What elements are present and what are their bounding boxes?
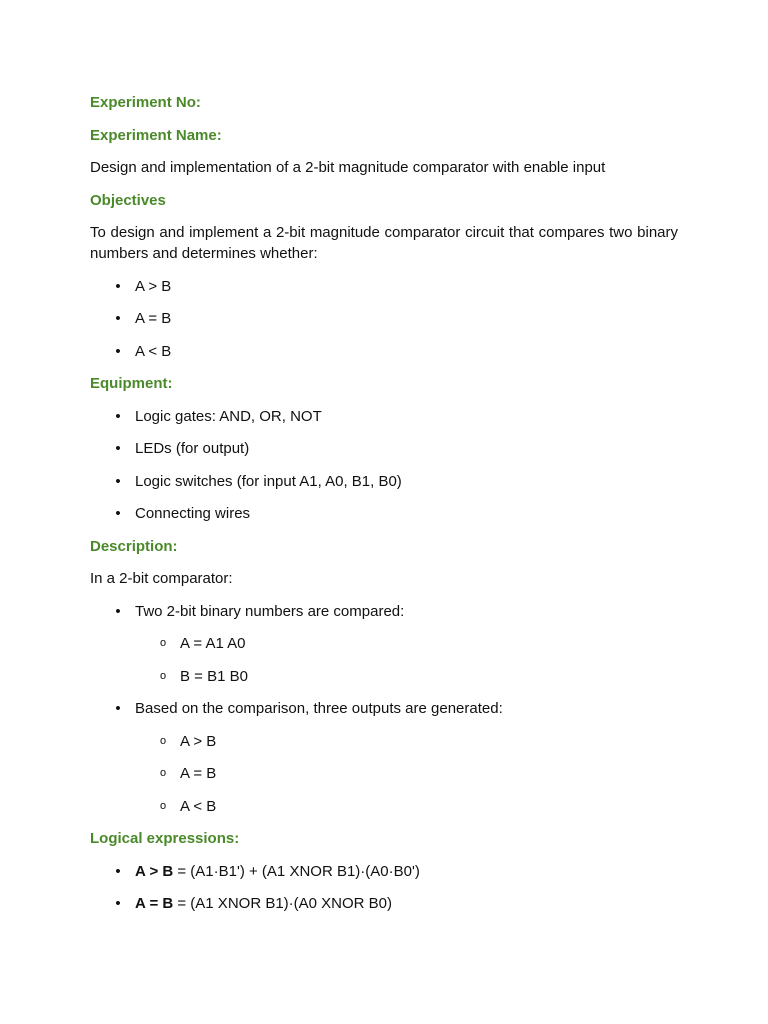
list-item-text: A < B [135,342,172,360]
bullet-icon: • [115,700,121,717]
sub-list [135,731,678,817]
sub-list-item [135,763,678,784]
objectives-heading: Objectives [90,191,166,209]
document-content [90,92,678,926]
experiment-name-value: Design and implementation of a 2-bit magnitude comparator with enable input [90,159,606,176]
sub-list-item [135,666,678,687]
sub-list-item-text: A < B [180,797,217,815]
experiment-no-label: Experiment No: [90,94,201,111]
list-item [90,893,678,914]
circle-bullet-icon: o [159,637,167,649]
objectives-text: To design and implement a 2-bit magnitude comparator circuit that compares two binary numbers and determines whether: [90,224,678,262]
list-item-text: Connecting wires [135,505,251,522]
circle-bullet-icon: o [159,767,167,779]
bullet-icon: • [115,862,121,880]
sub-list-item [135,731,678,752]
sub-list-item-text: B = B1 B0 [180,667,248,685]
list-item [90,471,678,492]
circle-bullet-icon: o [159,799,167,812]
sub-list-item-text: A = A1 A0 [180,635,246,652]
bullet-icon: • [115,310,121,327]
bullet-icon: • [115,440,121,457]
sub-list-item [135,633,678,654]
bullet-icon: • [115,895,121,912]
list-item [90,861,678,882]
list-item [90,406,678,427]
expression-text: = (A1·B1') + (A1 XNOR B1)·(A0·B0') [173,862,420,880]
objectives-list [90,276,678,362]
circle-bullet-icon: o [159,734,167,747]
equipment-heading: Equipment: [90,375,173,392]
expression-label: A = B [135,895,174,912]
description-list [90,601,678,817]
list-item-text: Logic gates: AND, OR, NOT [135,407,322,425]
bullet-icon: • [115,602,121,620]
list-item-text: Based on the comparison, three outputs are generated: [135,700,503,717]
description-heading: Description: [90,537,178,555]
list-item-text: A = B [135,310,172,327]
list-item [90,698,678,817]
bullet-icon: • [115,472,121,490]
bullet-icon: • [115,407,121,425]
sub-list-item-text: A = B [180,765,217,782]
list-item [90,308,678,329]
equipment-list [90,406,678,525]
expression-text: = (A1 XNOR B1)·(A0 XNOR B0) [173,895,393,912]
list-item [90,341,678,362]
list-item-text: Logic switches (for input A1, A0, B1, B0) [135,472,402,490]
circle-bullet-icon: o [159,669,167,682]
list-item [90,438,678,459]
bullet-icon: • [115,505,121,522]
list-item [90,601,678,687]
logical-expressions-heading: Logical expressions: [90,830,240,847]
bullet-icon: • [115,342,121,360]
list-item-text: Two 2-bit binary numbers are compared: [135,602,405,620]
list-item [90,503,678,524]
expressions-list [90,861,678,915]
expression-label: A > B [135,862,174,880]
description-intro: In a 2-bit comparator: [90,570,233,587]
list-item-text: LEDs (for output) [135,440,250,457]
sub-list-item-text: A > B [180,732,217,750]
list-item [90,276,678,297]
list-item-text: A > B [135,277,172,295]
bullet-icon: • [115,277,121,295]
sub-list [135,633,678,687]
sub-list-item [135,796,678,817]
experiment-name-label: Experiment Name: [90,126,222,144]
